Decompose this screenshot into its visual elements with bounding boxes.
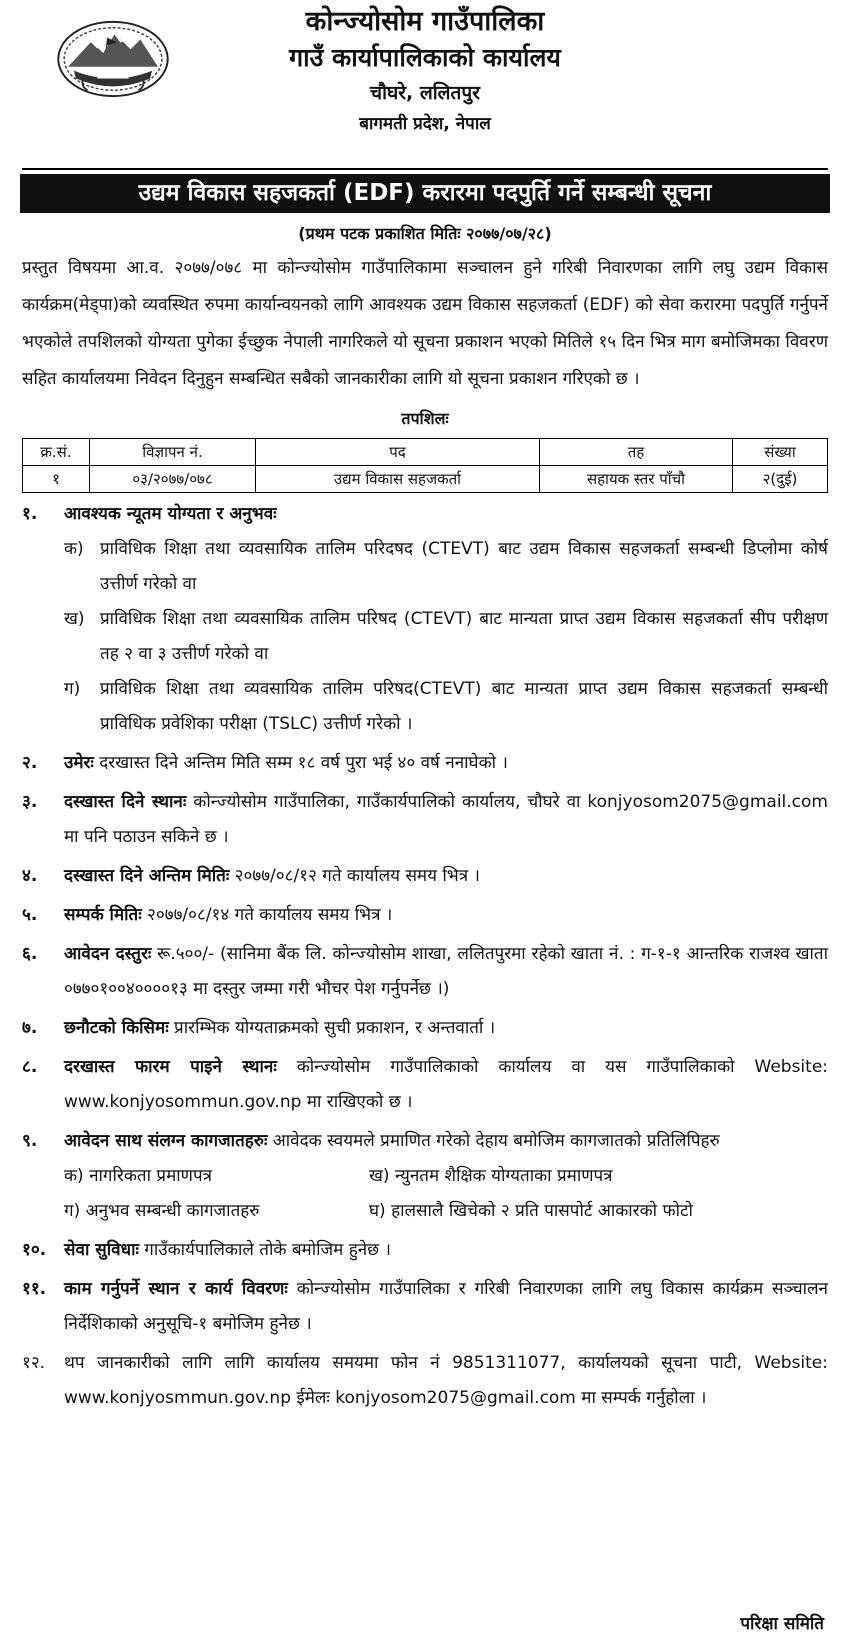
office-address: चौघरे, ललितपुर — [370, 82, 480, 104]
table-heading: तपशिलः — [401, 409, 449, 428]
table-header-cell: पद — [256, 439, 540, 466]
item-number: १. — [22, 504, 38, 524]
intro-paragraph: प्रस्तुत विषयमा आ.व. २०७७/०७८ मा कोन्ज्योसोम गाउँपालिकामा सञ्चालन हुने गरिबी निवारणका लागि लघु उद्यम विकास कार्यक्रम(मेड्पा)को व्यवस्थित रुपमा कार्यान्वयनको लागि आवश्यक उद्यम विकास सहजकर्ता (EDF) को सेवा करारमा पदपुर्ति गर्नुपर्ने भएकोले तपशिलको योग्यता पुगेका ईच्छुक नेपाली नागरिकले यो सूचना प्रकाशन भएको मितिले १५ दिन भित्र माग बमोजिमका विवरण सहित कार्यालयमा निवेदन दिनुहुन सम्बन्धित सबैको जानकारीका लागि यो सूचना प्रकाशन गरिएको छ । — [22, 258, 828, 389]
table-row — [23, 466, 828, 493]
item-number: ५. — [22, 905, 38, 925]
table-cell: २(दुई) — [733, 466, 828, 493]
sub-item-text: प्राविधिक शिक्षा तथा व्यवसायिक तालिम परिदषद (CTEVT) बाट उद्यम विकास सहजकर्ता सम्बन्धी डिप्लोमा कोर्ष उत्तीर्ण गरेको वा — [100, 539, 828, 594]
list-item-work-location — [22, 1272, 828, 1342]
document-item: ग) अनुभव सम्बन्धी कागजातहरु — [64, 1201, 260, 1221]
item-number: १२. — [22, 1353, 46, 1373]
list-item-fee — [22, 937, 828, 1007]
table-header-cell: तह — [540, 439, 733, 466]
item-number: ४. — [22, 866, 38, 886]
vacancy-table — [22, 438, 828, 493]
list-item-qualification — [22, 497, 828, 532]
document-pair-row — [64, 1194, 828, 1229]
item-text: दरखास्त दिने अन्तिम मिति सम्म १८ वर्ष पुरा भई ४० वर्ष ननाघेको । — [93, 753, 508, 773]
sub-item-text: प्राविधिक शिक्षा तथा व्यवसायिक तालिम परिषद (CTEVT) बाट मान्यता प्राप्त उद्यम विकास सहजकर्ता सीप परीक्षण तह २ वा ३ उत्तीर्ण गरेको वा — [100, 609, 828, 664]
list-item-application-place — [22, 785, 828, 855]
list-item-documents — [22, 1124, 828, 1159]
item-label: उमेरः — [64, 753, 94, 773]
table-header-row — [23, 439, 828, 466]
item-label: आवेदन साथ संलग्न कागजातहरुः — [64, 1131, 268, 1151]
item-number: ९. — [22, 1131, 38, 1151]
item-number: ६. — [22, 944, 38, 964]
item-text: आवेदक स्वयमले प्रमाणित गरेको देहाय बमोजिम कागजातको प्रतिलिपिहरु — [267, 1131, 720, 1151]
list-item-form-location — [22, 1050, 828, 1120]
list-item-contact-date — [22, 898, 828, 933]
item-text: गाउँकार्यपालिकाले तोके बमोजिम हुनेछ । — [138, 1240, 391, 1260]
table-header-cell: क्र.सं. — [23, 439, 90, 466]
letterhead — [22, 0, 828, 170]
item-text: कोन्ज्योसोम गाउँपालिका र गरिबी निवारणका लागि लघु विकास कार्यक्रम सञ्चालन निर्देशिकाको अनुसूचि-१ बमोजिम हुनेछ । — [64, 1279, 828, 1334]
item-text: कोन्ज्योसोम गाउँपालिकाको कार्यालय वा यस गाउँपालिकाको Website: www.konjyosommun.gov.np मा राखिएको छ । — [64, 1057, 829, 1112]
item-label: आवेदन दस्तुरः — [64, 944, 152, 964]
sub-item — [64, 672, 828, 742]
table-cell: १ — [23, 466, 90, 493]
item-text: २०७७/०८/१४ गते कार्यालय समय भित्र । — [141, 905, 393, 925]
item-number: ३. — [22, 792, 38, 812]
item-text: प्रारम्भिक योग्यताक्रमको सुची प्रकाशन, र अन्तवार्ता । — [168, 1018, 496, 1038]
signature-committee: परिक्षा समिति — [740, 1614, 824, 1634]
item-text: रू.५००/- (सानिमा बैंक लि. कोन्ज्योसोम शाखा, ललितपुरमा रहेको खाता नं. : ग-१-१ आन्तरिक राजश्व खाता ०७७०१००४००००१३ मा दस्तुर जम्मा गरी भौचर पेश गर्नुपर्नेछ ।) — [64, 944, 828, 999]
table-cell: ०३/२०७७/०७८ — [90, 466, 256, 493]
sub-item-mark: क) — [64, 539, 84, 559]
item-label: दस्खास्त दिने स्थानः — [64, 792, 187, 812]
table-cell: सहायक स्तर पाँचौ — [540, 466, 733, 493]
sub-item — [64, 532, 828, 602]
item-label: छनौटको किसिमः — [64, 1018, 169, 1038]
item-number: २. — [22, 753, 38, 773]
item-label: दरखास्त फारम पाइने स्थानः — [64, 1057, 277, 1077]
document-pair-row — [64, 1159, 828, 1194]
item-text: २०७७/०८/१२ गते कार्यालय समय भित्र । — [229, 866, 480, 886]
item-label: सेवा सुविधाः — [64, 1240, 139, 1260]
item-label: काम गर्नुपर्ने स्थान र कार्य विवरणः — [64, 1279, 288, 1299]
list-item-more-info — [22, 1346, 828, 1416]
table-header-cell: संख्या — [733, 439, 828, 466]
list-item-service — [22, 1233, 828, 1268]
item-label: आवश्यक न्यूतम योग्यता र अनुभवः — [64, 504, 277, 524]
list-item-selection — [22, 1011, 828, 1046]
list-item-deadline — [22, 859, 828, 894]
nepal-emblem-logo — [54, 16, 172, 100]
item-text: कोन्ज्योसोम गाउँपालिका, गाउँकार्यपालिको कार्यालय, चौघरे वा konjyosom2075@gmail.com मा पनि पठाउन सकिने छ । — [64, 792, 828, 847]
item-text: थप जानकारीको लागि लागि कार्यालय समयमा फोन नं 9851311077, कार्यालयको सूचना पाटी, Website: www.konjyosmmun.gov.np ईमेलः konjyosom2075@gmail.com मा सम्पर्क गर्नुहोला । — [64, 1353, 828, 1408]
table-header-cell: विज्ञापन नं. — [90, 439, 256, 466]
sub-item — [64, 602, 828, 672]
item-label: दस्खास्त दिने अन्तिम मितिः — [64, 866, 230, 886]
list-item-age — [22, 746, 828, 781]
item-number: ८. — [22, 1057, 38, 1077]
document-item: घ) हालसालै खिचेको २ प्रति पासपोर्ट आकारको फोटो — [369, 1201, 693, 1221]
item-number: ७. — [22, 1018, 38, 1038]
sub-item-text: प्राविधिक शिक्षा तथा व्यवसायिक तालिम परिषद(CTEVT) बाट मान्यता प्राप्त उद्यम विकास सहजकर्ता सम्बन्धी प्राविधिक प्रवेशिका परीक्षा (TSLC) उत्तीर्ण गरेको । — [100, 679, 828, 734]
province-country: बागमती प्रदेश, नेपाल — [359, 114, 491, 134]
table-cell: उद्यम विकास सहजकर्ता — [256, 466, 540, 493]
publish-date: (प्रथम पटक प्रकाशित मितिः २०७७/०७/२८) — [298, 224, 552, 243]
office-name: गाउँ कार्यापालिकाको कार्यालय — [289, 43, 561, 72]
municipality-name: कोन्ज्योसोम गाउँपालिका — [305, 6, 545, 37]
sub-item-mark: ग) — [64, 679, 81, 699]
notice-title-banner: उद्यम विकास सहजकर्ता (EDF) करारमा पदपुर्ति गर्ने सम्बन्धी सूचना — [20, 174, 830, 213]
item-label: सम्पर्क मितिः — [64, 905, 142, 925]
item-number: १०. — [22, 1240, 47, 1260]
sub-item-mark: ख) — [64, 609, 85, 629]
item-number: ११. — [22, 1279, 47, 1299]
document-item: क) नागरिकता प्रमाणपत्र — [64, 1166, 212, 1186]
document-item: ख) न्युनतम शैक्षिक योग्यताका प्रमाणपत्र — [369, 1166, 613, 1186]
